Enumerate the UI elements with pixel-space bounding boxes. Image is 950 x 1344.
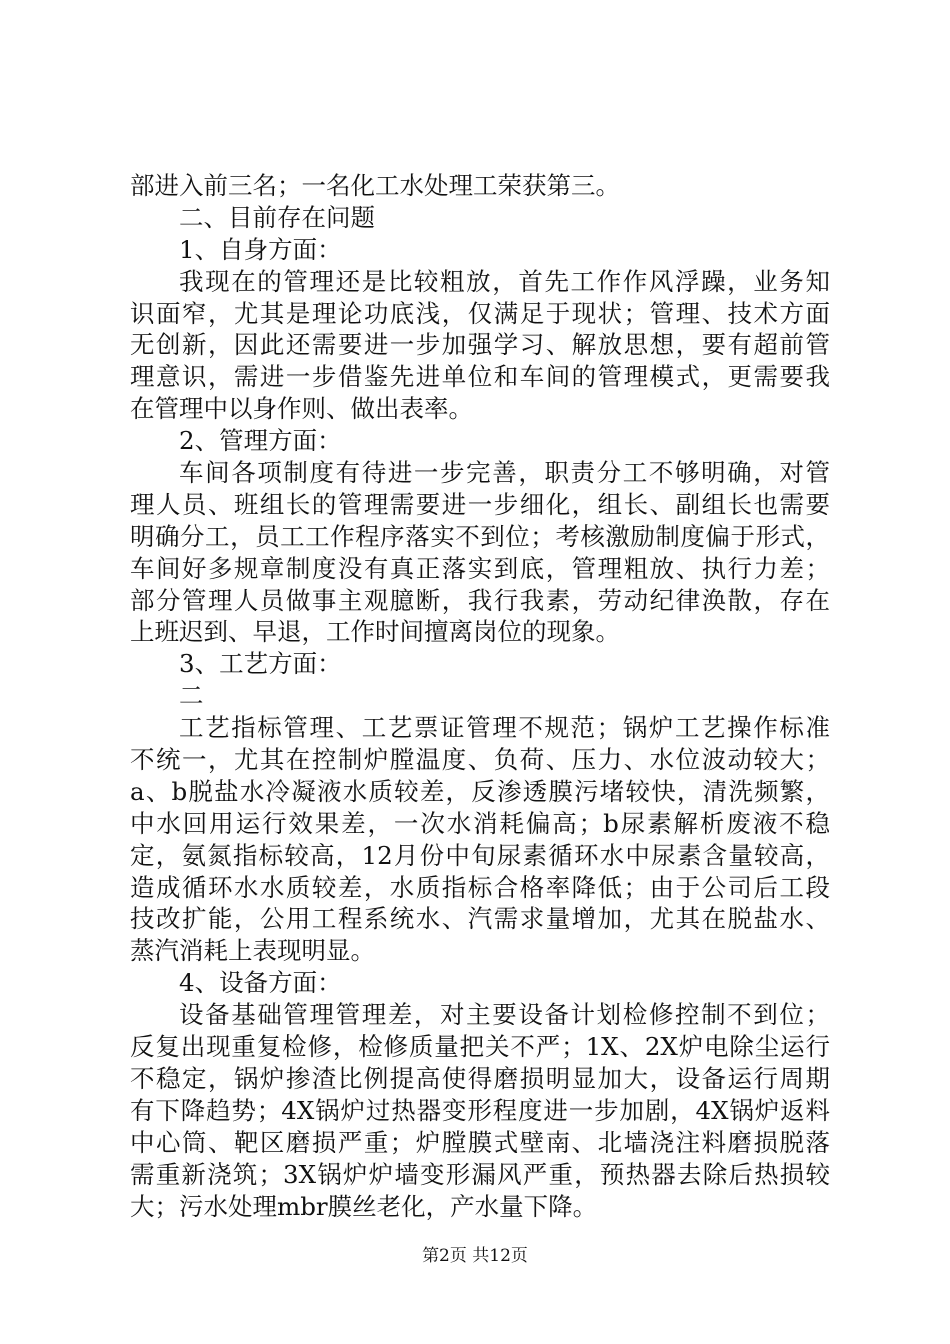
text-line: 二 <box>179 681 204 711</box>
text-line: a、b脱盐水冷凝液水质较差，反渗透膜污堵较快，清洗频繁， <box>130 776 830 806</box>
text-line: 大；污水处理mbr膜丝老化，产水量下降。 <box>130 1191 598 1221</box>
text-line: 识面窄，尤其是理论功底浅，仅满足于现状；管理、技术方面 <box>130 298 830 328</box>
text-line: 3、工艺方面： <box>179 649 342 679</box>
text-line: 上班迟到、早退，工作时间擅离岗位的现象。 <box>130 617 620 647</box>
text-line: 车间各项制度有待进一步完善，职责分工不够明确，对管 <box>179 458 830 488</box>
text-line: 工艺指标管理、工艺票证管理不规范；锅炉工艺操作标准 <box>179 713 830 743</box>
text-line: 我现在的管理还是比较粗放，首先工作作风浮躁，业务知 <box>179 266 830 296</box>
text-line: 有下降趋势；4X锅炉过热器变形程度进一步加剧，4X锅炉返料 <box>130 1095 830 1125</box>
text-line: 4、设备方面： <box>179 968 342 998</box>
text-line: 二、目前存在问题 <box>179 202 375 232</box>
text-line: 1、自身方面： <box>179 234 342 264</box>
text-line: 不稳定，锅炉掺渣比例提高使得磨损明显加大，设备运行周期 <box>130 1063 830 1093</box>
text-line: 设备基础管理管理差，对主要设备计划检修控制不到位； <box>179 1000 830 1030</box>
text-line: 定，氨氮指标较高，12月份中旬尿素循环水中尿素含量较高， <box>130 840 830 870</box>
text-line: 无创新，因此还需要进一步加强学习、解放思想，要有超前管 <box>130 330 830 360</box>
text-line: 明确分工，员工工作程序落实不到位；考核激励制度偏于形式， <box>130 521 830 551</box>
text-line: 理意识，需进一步借鉴先进单位和车间的管理模式，更需要我 <box>130 362 830 392</box>
text-line: 不统一，尤其在控制炉膛温度、负荷、压力、水位波动较大； <box>130 745 830 775</box>
text-line: 部进入前三名；一名化工水处理工荣获第三。 <box>130 171 620 200</box>
text-line: 蒸汽消耗上表现明显。 <box>130 936 375 966</box>
text-line: 中心筒、靶区磨损严重；炉膛膜式壁南、北墙浇注料磨损脱落 <box>130 1127 830 1157</box>
text-line: 造成循环水水质较差，水质指标合格率降低；由于公司后工段 <box>130 872 830 902</box>
text-line: 中水回用运行效果差，一次水消耗偏高；b尿素解析废液不稳 <box>130 808 830 838</box>
page-footer: 第2页 共12页 <box>422 1246 528 1266</box>
text-line: 反复出现重复检修，检修质量把关不严；1X、2X炉电除尘运行 <box>130 1032 830 1062</box>
text-line: 2、管理方面： <box>179 426 342 456</box>
text-line: 理人员、班组长的管理需要进一步细化，组长、副组长也需要 <box>130 489 830 519</box>
text-line: 车间好多规章制度没有真正落实到底，管理粗放、执行力差； <box>130 553 830 583</box>
text-line: 需重新浇筑；3X锅炉炉墙变形漏风严重，预热器去除后热损较 <box>130 1159 830 1189</box>
text-line: 技改扩能，公用工程系统水、汽需求量增加，尤其在脱盐水、 <box>130 904 830 934</box>
text-line: 部分管理人员做事主观臆断，我行我素，劳动纪律涣散，存在 <box>130 585 830 615</box>
document-body <box>130 170 830 1222</box>
text-line: 在管理中以身作则、做出表率。 <box>130 394 473 424</box>
